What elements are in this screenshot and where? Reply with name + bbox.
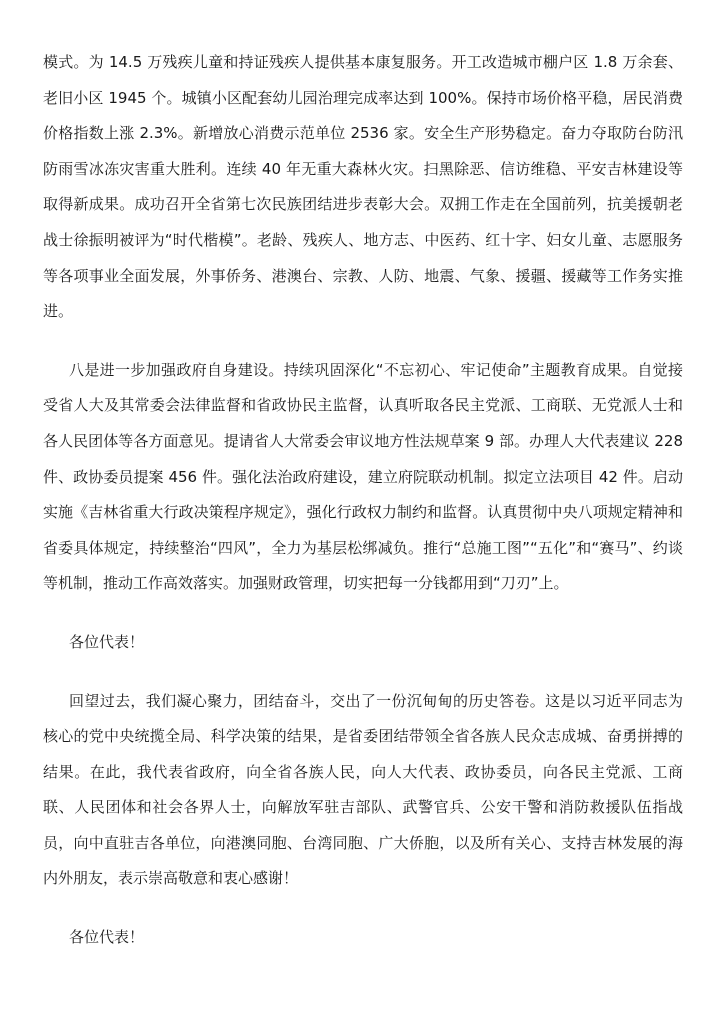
paragraph-2: 八是进一步加强政府自身建设。持续巩固深化“不忘初心、牢记使命”主题教育成果。自觉接受省人大及其常委会法律监督和省政协民主监督，认真听取各民主党派、工商联、无党派人士和各人民团体等各方面意见。提请省人大常委会审议地方性法规草案 9 部。办理人大代表建议 228 件、政协委员提案 456 件。强化法治政府建设，建立府院联动机制。拟定立法项目 42 件。启动实施《吉林省重大行政决策程序规定》，强化行政权力制约和监督。认真贯彻中央八项规定精神和省委具体规定，持续整治“四风”，全力为基层松绑减负。推行“总施工图”“五化”和“赛马”、约谈等机制，推动工作高效落实。加强财政管理，切实把每一分钱都用到“刀刃”上。 bbox=[43, 360, 683, 593]
paragraph-1: 模式。为 14.5 万残疾儿童和持证残疾人提供基本康复服务。开工改造城市棚户区 1.8 万余套、老旧小区 1945 个。城镇小区配套幼儿园治理完成率达到 100%。保持市场价格平稳，居民消费价格指数上涨 2.3%。新增放心消费示范单位 2536 家。安全生产形势稳定。奋力夺取防台防汛防雨雪冰冻灾害重大胜利。连续 40 年无重大森林火灾。扫黑除恶、信访维稳、平安吉林建设等取得新成果。成功召开全省第七次民族团结进步表彰大会。双拥工作走在全国前列，抗美援朝老战士徐振明被评为“时代楷模”。老龄、残疾人、地方志、中医药、红十字、妇女儿童、志愿服务等各项事业全面发展，外事侨务、港澳台、宗教、人防、地震、气象、援疆、援藏等工作务实推进。 bbox=[43, 53, 683, 321]
paragraph-3: 各位代表！ bbox=[69, 632, 145, 651]
document-body bbox=[43, 45, 683, 979]
paragraph-5: 各位代表！ bbox=[69, 928, 145, 947]
paragraph-4: 回望过去，我们凝心聚力，团结奋斗，交出了一份沉甸甸的历史答卷。这是以习近平同志为核心的党中央统揽全局、科学决策的结果，是省委团结带领全省各族人民众志成城、奋勇拼搏的结果。在此，我代表省政府，向全省各族人民，向人大代表、政协委员，向各民主党派、工商联、人民团体和社会各界人士，向解放军驻吉部队、武警官兵、公安干警和消防救援队伍指战员，向中直驻吉各单位，向港澳同胞、台湾同胞、广大侨胞，以及所有关心、支持吉林发展的海内外朋友，表示崇高敬意和衷心感谢！ bbox=[43, 691, 683, 888]
